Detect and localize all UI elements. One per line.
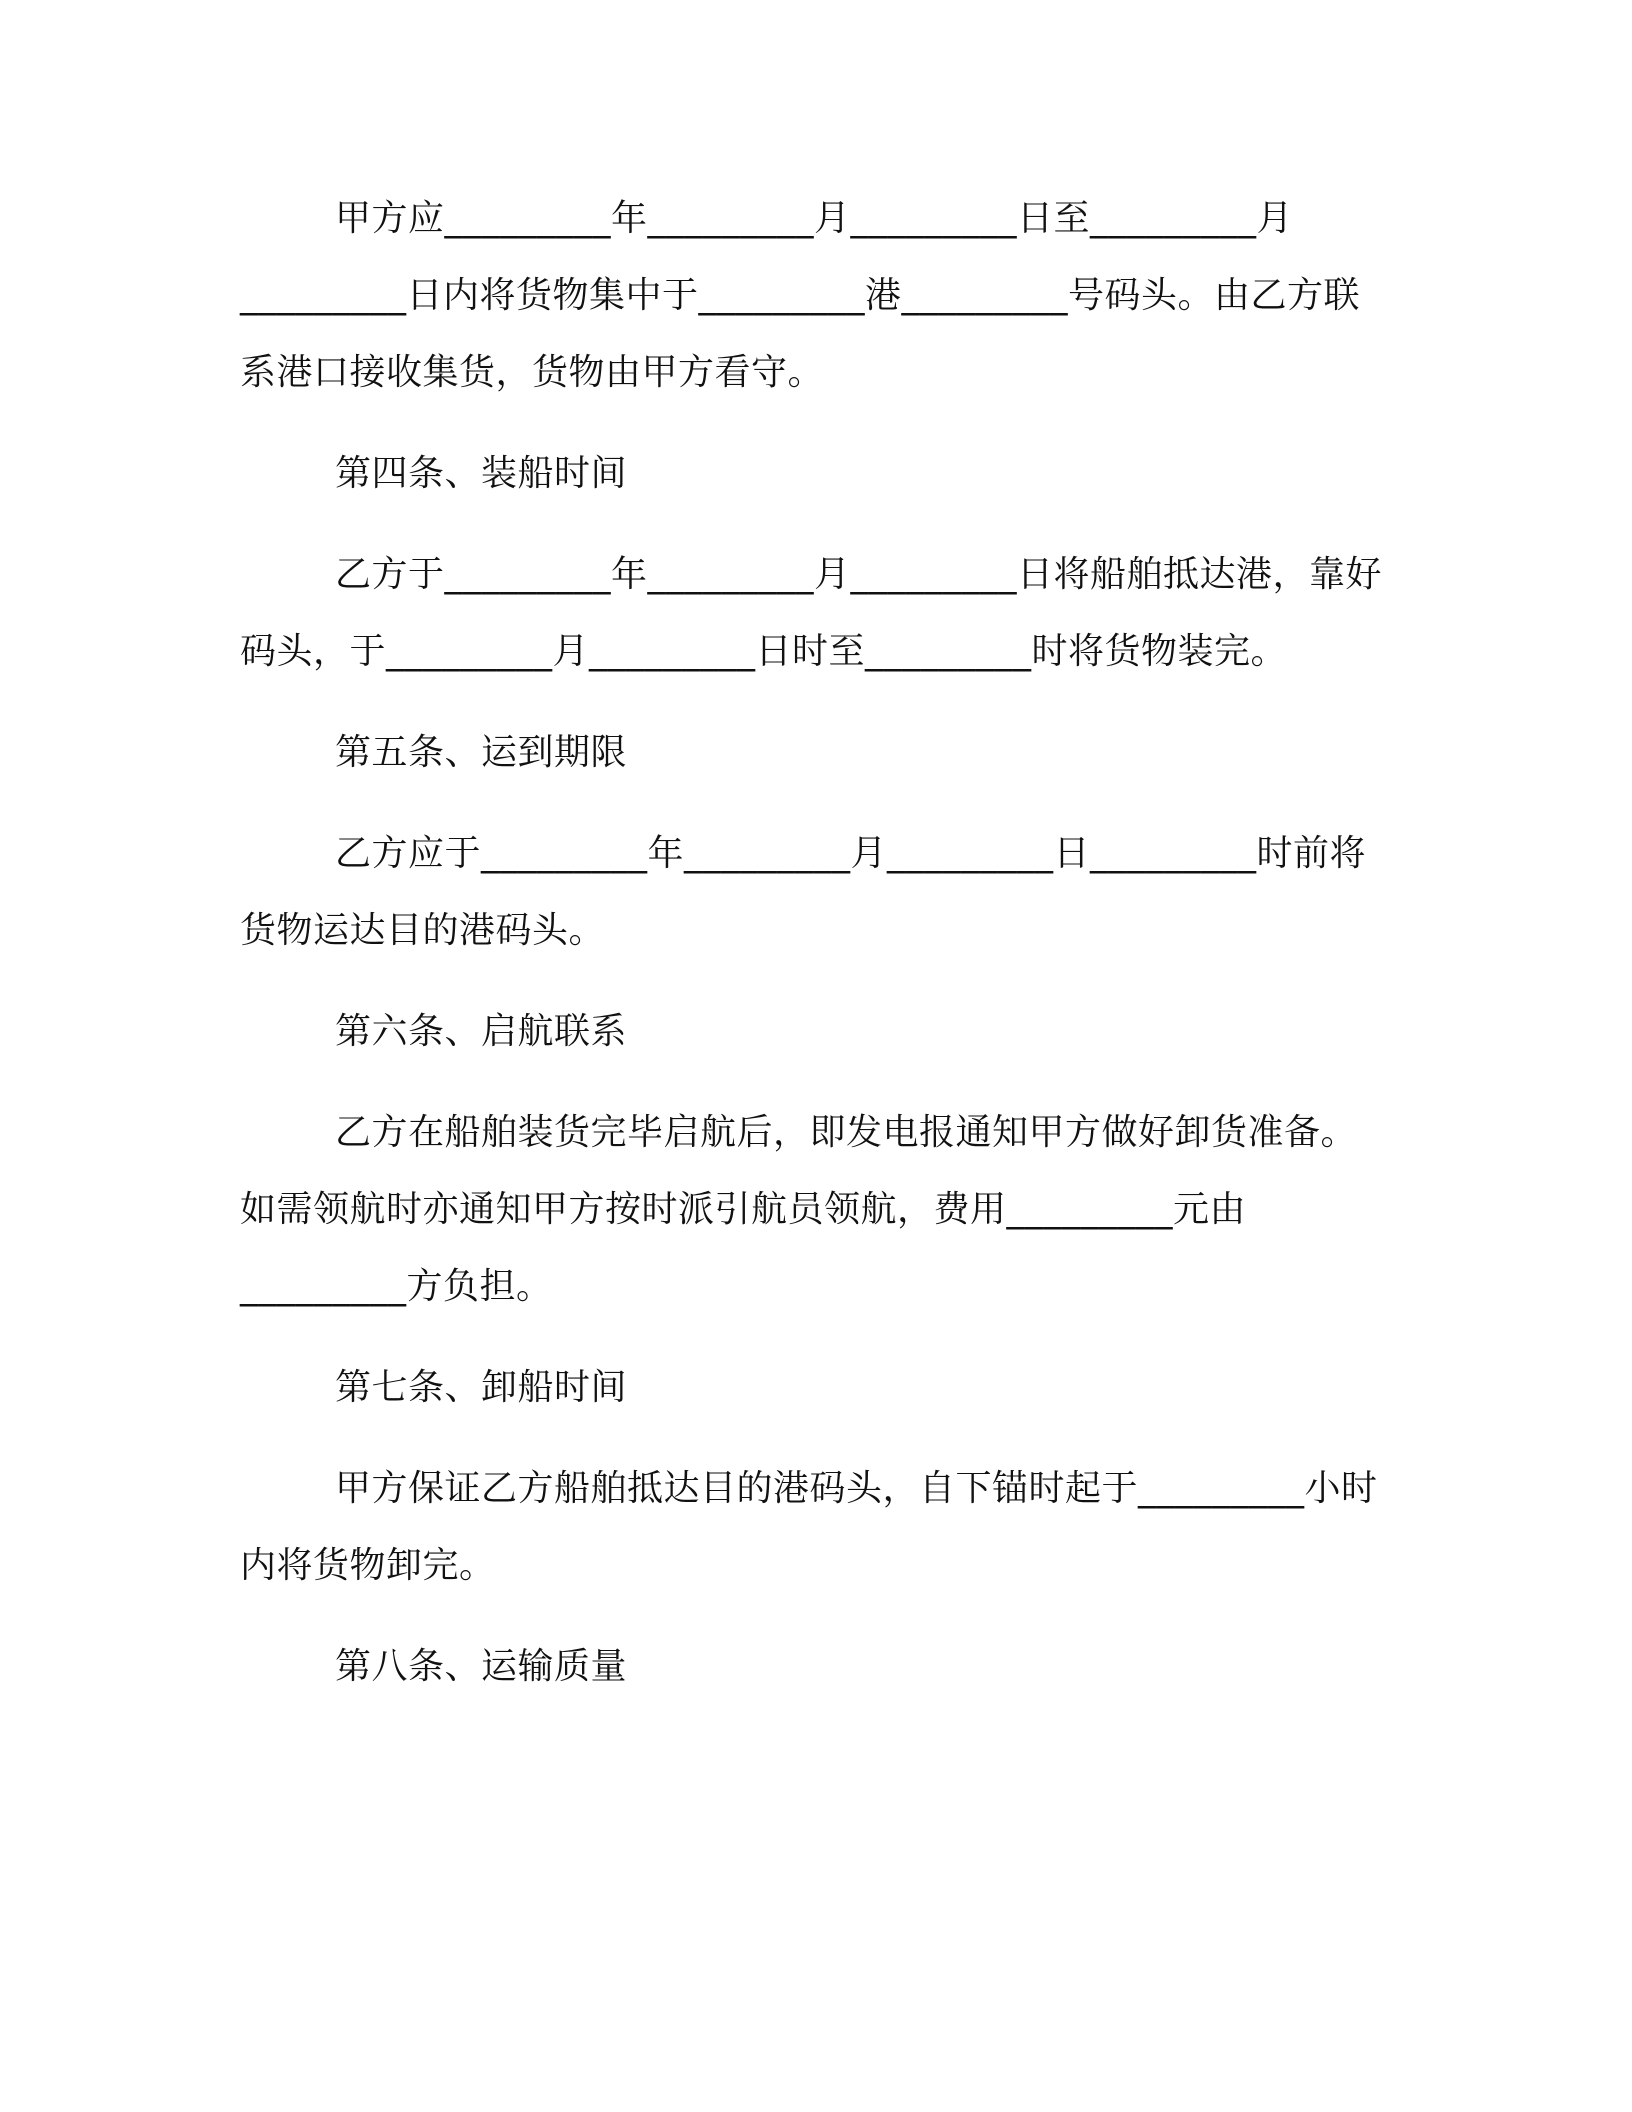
- paragraph-loading-time: 乙方于_________年_________月_________日将船舶抵达港，靠好码头，于_________月_________日时至_________时将货物装完。: [240, 554, 1383, 672]
- article-5-heading: 第五条、运到期限: [335, 732, 628, 773]
- paragraph-departure-contact: 乙方在船舶装货完毕启航后，即发电报通知甲方做好卸货准备。如需领航时亦通知甲方按时派引航员领航，费用_________元由_________方负担。: [240, 1112, 1358, 1307]
- article-7-heading: 第七条、卸船时间: [335, 1367, 628, 1408]
- paragraph-collection-terms: 甲方应_________年_________月_________日至_________月_________日内将货物集中于_________港_________号码头。由乙方联系港口接收集货，货物由甲方看守。: [240, 198, 1361, 393]
- article-4-heading: 第四条、装船时间: [335, 453, 628, 494]
- article-6-heading: 第六条、启航联系: [335, 1011, 628, 1052]
- article-8-heading: 第八条、运输质量: [335, 1646, 628, 1687]
- paragraph-unloading-time: 甲方保证乙方船舶抵达目的港码头，自下锚时起于_________小时内将货物卸完。: [240, 1468, 1378, 1586]
- paragraph-delivery-deadline: 乙方应于_________年_________月_________日_________时前将货物运达目的港码头。: [240, 833, 1367, 951]
- document-page: [240, 180, 1390, 1729]
